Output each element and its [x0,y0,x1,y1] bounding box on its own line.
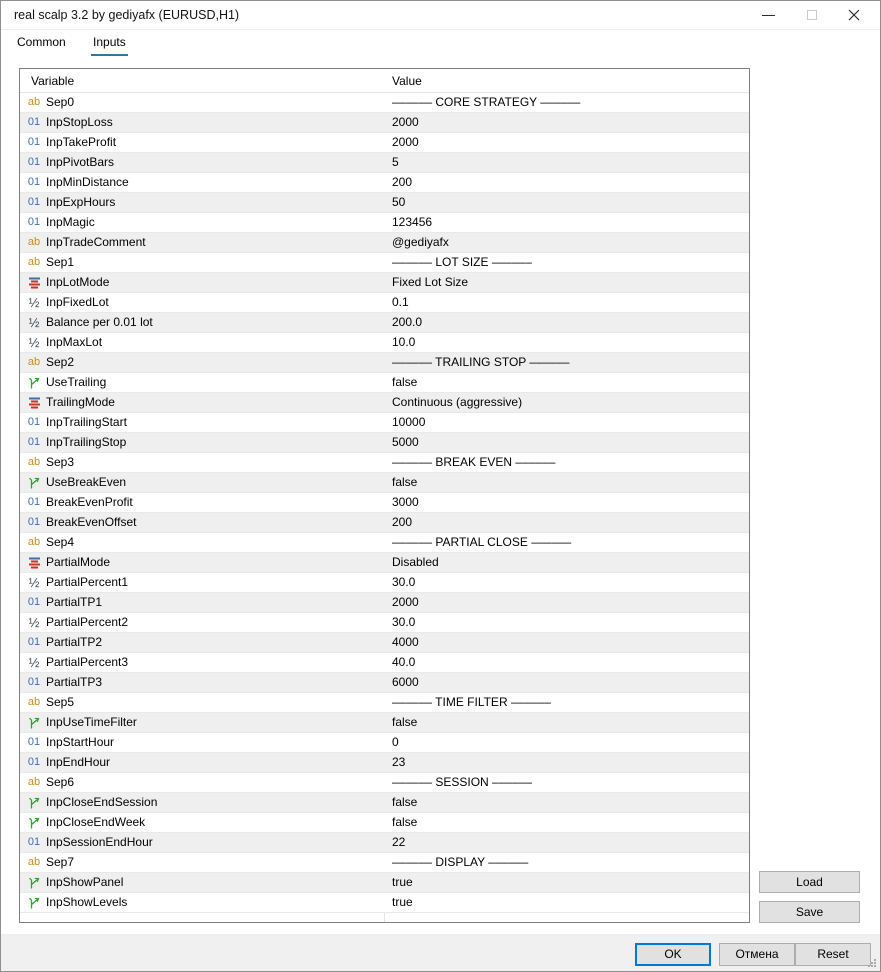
variable-name: InpMaxLot [46,335,103,349]
value-cell[interactable]: 2000 [392,115,419,129]
variable-cell [20,173,384,192]
variable-name: InpLotMode [46,275,110,289]
cancel-button[interactable]: Отмена [719,943,795,966]
variable-name: Sep5 [46,695,75,709]
variable-cell [20,473,384,492]
value-cell[interactable]: 0.1 [392,295,409,309]
variable-name: InpUseTimeFilter [46,715,137,729]
value-cell[interactable]: –––––– DISPLAY –––––– [392,855,529,869]
value-cell[interactable]: 40.0 [392,655,416,669]
tab-common[interactable]: Common [17,35,66,49]
variable-cell [20,293,384,312]
enum-type-icon [26,276,42,289]
string-type-icon: ab [27,776,41,788]
variable-cell [20,133,384,152]
value-cell[interactable]: 30.0 [392,615,416,629]
table-row[interactable] [20,533,749,553]
value-cell[interactable]: 0 [392,735,399,749]
value-cell[interactable]: 4000 [392,635,419,649]
value-cell[interactable]: Fixed Lot Size [392,275,469,289]
value-cell[interactable]: true [392,895,413,909]
table-row[interactable] [20,713,749,733]
variable-cell [20,373,384,392]
variable-cell [20,653,384,672]
value-cell[interactable]: 10.0 [392,335,416,349]
variable-cell [20,633,384,652]
table-row[interactable] [20,133,749,153]
tab-inputs[interactable]: Inputs [91,32,128,56]
enum-type-icon [26,556,42,569]
variable-cell [20,193,384,212]
variable-cell [20,253,384,272]
variable-name: BreakEvenOffset [46,515,137,529]
variable-name: InpTrailingStart [46,415,127,429]
variable-name: Sep1 [46,255,75,269]
double-type-icon: ½ [28,315,40,330]
table-row[interactable] [20,853,749,873]
value-cell[interactable]: 5 [392,155,399,169]
string-type-icon: ab [27,256,41,268]
value-cell[interactable]: 50 [392,195,406,209]
value-cell[interactable]: –––––– TRAILING STOP –––––– [392,355,570,369]
variable-name: PartialMode [46,555,111,569]
string-type-icon: ab [27,696,41,708]
variable-name: InpPivotBars [46,155,115,169]
value-cell[interactable]: false [392,475,418,489]
table-row[interactable] [20,793,749,813]
integer-type-icon: 01 [27,436,41,448]
enum-type-icon [26,396,42,409]
double-type-icon: ½ [28,615,40,630]
integer-type-icon: 01 [27,736,41,748]
value-cell[interactable]: false [392,375,418,389]
value-cell[interactable]: true [392,875,413,889]
integer-type-icon: 01 [27,596,41,608]
table-row[interactable] [20,833,749,853]
value-cell[interactable]: false [392,715,418,729]
variable-name: PartialTP3 [46,675,103,689]
boolean-type-icon [26,476,42,489]
variable-cell [20,813,384,832]
value-cell[interactable]: false [392,815,418,829]
variable-cell [20,893,384,912]
variable-name: InpCloseEndWeek [46,815,146,829]
table-row[interactable] [20,253,749,273]
integer-type-icon: 01 [27,636,41,648]
variable-cell [20,773,384,792]
variable-cell [20,213,384,232]
table-row[interactable] [20,613,749,633]
value-cell[interactable]: –––––– TIME FILTER –––––– [392,695,551,709]
table-row[interactable] [20,233,749,253]
string-type-icon: ab [27,236,41,248]
integer-type-icon: 01 [27,416,41,428]
variable-cell [20,113,384,132]
table-row[interactable] [20,653,749,673]
value-cell[interactable]: 123456 [392,215,433,229]
variable-name: Sep4 [46,535,75,549]
string-type-icon: ab [27,456,41,468]
variable-name: BreakEvenProfit [46,495,133,509]
variable-cell [20,693,384,712]
variable-name: PartialPercent1 [46,575,129,589]
variable-cell [20,533,384,552]
value-cell[interactable]: –––––– CORE STRATEGY –––––– [392,95,581,109]
table-row[interactable] [20,733,749,753]
ok-button[interactable]: OK [635,943,711,966]
string-type-icon: ab [27,536,41,548]
integer-type-icon: 01 [27,196,41,208]
resize-grip-icon[interactable] [866,957,877,968]
integer-type-icon: 01 [27,836,41,848]
variable-cell [20,453,384,472]
variable-cell [20,333,384,352]
value-cell[interactable]: Disabled [392,555,439,569]
double-type-icon: ½ [28,575,40,590]
variable-name: InpShowPanel [46,875,124,889]
variable-name: InpExpHours [46,195,116,209]
variable-cell [20,553,384,572]
variable-cell [20,733,384,752]
string-type-icon: ab [27,356,41,368]
variable-cell [20,313,384,332]
boolean-type-icon [26,796,42,809]
value-cell[interactable]: 23 [392,755,406,769]
integer-type-icon: 01 [27,496,41,508]
variable-cell [20,513,384,532]
column-header-value: Value [392,74,422,88]
reset-button[interactable]: Reset [795,943,871,966]
variable-name: Sep2 [46,355,75,369]
table-row[interactable] [20,153,749,173]
table-row[interactable] [20,513,749,533]
variable-cell [20,93,384,112]
variable-name: InpFixedLot [46,295,109,309]
value-cell[interactable]: –––––– SESSION –––––– [392,775,533,789]
value-cell[interactable]: –––––– BREAK EVEN –––––– [392,455,556,469]
variable-name: InpMinDistance [46,175,129,189]
variable-name: TrailingMode [46,395,115,409]
variable-name: PartialPercent2 [46,615,129,629]
variable-cell [20,833,384,852]
variable-name: Balance per 0.01 lot [46,315,153,329]
variable-cell [20,673,384,692]
value-cell[interactable]: 10000 [392,415,426,429]
variable-name: InpStartHour [46,735,115,749]
maximize-icon [807,10,817,20]
table-row[interactable] [20,553,749,573]
variable-name: InpShowLevels [46,895,128,909]
variable-cell [20,493,384,512]
boolean-type-icon [26,896,42,909]
table-row[interactable] [20,313,749,333]
variable-name: Sep0 [46,95,75,109]
variable-cell [20,873,384,892]
variable-name: Sep7 [46,855,75,869]
variable-cell [20,273,384,292]
table-row[interactable] [20,633,749,653]
maximize-button [792,1,832,29]
integer-type-icon: 01 [27,176,41,188]
double-type-icon: ½ [28,655,40,670]
variable-name: PartialTP1 [46,595,103,609]
double-type-icon: ½ [28,295,40,310]
title-bar [1,1,880,30]
integer-type-icon: 01 [27,676,41,688]
value-cell[interactable]: 200 [392,515,413,529]
table-row[interactable] [20,593,749,613]
variable-name: Sep6 [46,775,75,789]
boolean-type-icon [26,876,42,889]
table-row[interactable] [20,893,749,913]
column-header-variable: Variable [31,74,75,88]
variable-cell [20,413,384,432]
variable-cell [20,233,384,252]
table-row[interactable] [20,353,749,373]
integer-type-icon: 01 [27,216,41,228]
boolean-type-icon [26,376,42,389]
value-cell[interactable]: Continuous (aggressive) [392,395,523,409]
table-row[interactable] [20,433,749,453]
variable-cell [20,153,384,172]
close-icon [848,9,860,21]
variable-cell [20,853,384,872]
value-cell[interactable]: –––––– PARTIAL CLOSE –––––– [392,535,572,549]
variable-cell [20,613,384,632]
table-row[interactable] [20,413,749,433]
close-button[interactable] [834,1,874,29]
integer-type-icon: 01 [27,136,41,148]
table-row[interactable] [20,773,749,793]
table-row[interactable] [20,173,749,193]
value-cell[interactable]: false [392,795,418,809]
table-row[interactable] [20,873,749,893]
table-row[interactable] [20,813,749,833]
value-cell[interactable]: 6000 [392,675,419,689]
table-row[interactable] [20,93,749,113]
table-row[interactable] [20,193,749,213]
value-cell[interactable]: 30.0 [392,575,416,589]
boolean-type-icon [26,816,42,829]
variable-name: InpTakeProfit [46,135,117,149]
variable-cell [20,793,384,812]
variable-cell [20,593,384,612]
value-cell[interactable]: 2000 [392,595,419,609]
table-row[interactable] [20,473,749,493]
table-row[interactable] [20,293,749,313]
variable-name: InpTrailingStop [46,435,127,449]
minimize-icon [762,15,775,16]
variable-name: PartialPercent3 [46,655,129,669]
table-row[interactable] [20,753,749,773]
value-cell[interactable]: 3000 [392,495,419,509]
integer-type-icon: 01 [27,516,41,528]
table-header [20,69,749,93]
value-cell[interactable]: –––––– LOT SIZE –––––– [392,255,532,269]
table-row[interactable] [20,213,749,233]
footer-bar [1,934,880,971]
string-type-icon: ab [27,856,41,868]
integer-type-icon: 01 [27,756,41,768]
variable-name: UseTrailing [46,375,107,389]
variable-cell [20,393,384,412]
value-cell[interactable]: 5000 [392,435,419,449]
minimize-button[interactable] [748,1,788,29]
variable-name: InpStopLoss [46,115,113,129]
table-row[interactable] [20,393,749,413]
variable-cell [20,573,384,592]
table-row[interactable] [20,573,749,593]
variable-name: InpTradeComment [46,235,146,249]
variable-name: InpMagic [46,215,95,229]
string-type-icon: ab [27,96,41,108]
table-row[interactable] [20,333,749,353]
value-cell[interactable]: @gediyafx [392,235,449,249]
save-button[interactable]: Save [759,901,860,923]
value-cell[interactable]: 200 [392,175,413,189]
tab-bar [15,32,880,58]
table-row[interactable] [20,113,749,133]
variable-cell [20,433,384,452]
double-type-icon: ½ [28,335,40,350]
variable-name: Sep3 [46,455,75,469]
variable-cell [20,713,384,732]
load-button[interactable]: Load [759,871,860,893]
table-row[interactable] [20,493,749,513]
value-cell[interactable]: 2000 [392,135,419,149]
table-rows [20,93,749,913]
integer-type-icon: 01 [27,116,41,128]
variable-name: InpSessionEndHour [46,835,153,849]
variable-cell [20,353,384,372]
variable-name: InpCloseEndSession [46,795,158,809]
table-row[interactable] [20,673,749,693]
variable-name: PartialTP2 [46,635,103,649]
integer-type-icon: 01 [27,156,41,168]
table-row[interactable] [20,273,749,293]
value-cell[interactable]: 22 [392,835,406,849]
value-cell[interactable]: 200.0 [392,315,423,329]
table-row[interactable] [20,373,749,393]
window-title: real scalp 3.2 by gediyafx (EURUSD,H1) [14,8,240,22]
variable-cell [20,753,384,772]
table-row[interactable] [20,693,749,713]
boolean-type-icon [26,716,42,729]
variable-name: UseBreakEven [46,475,127,489]
inputs-table [19,68,750,923]
table-row[interactable] [20,453,749,473]
variable-name: InpEndHour [46,755,111,769]
